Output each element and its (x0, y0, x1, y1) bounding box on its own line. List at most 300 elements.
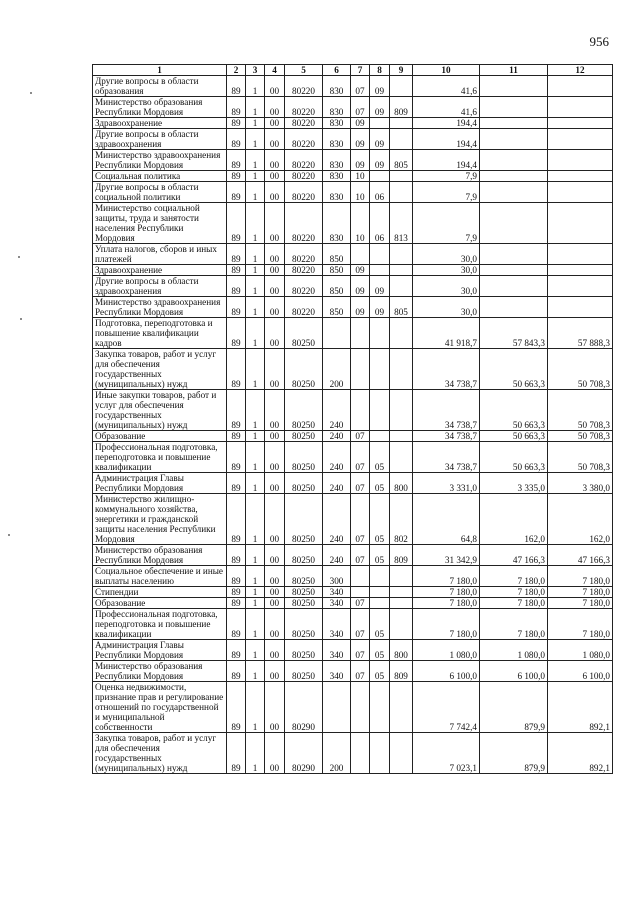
row-name: Другие вопросы в области социальной политики (93, 182, 227, 203)
row-code-5: 80220 (285, 97, 323, 118)
row-value-10: 34 738,7 (413, 390, 480, 431)
row-value-11: 1 080,0 (480, 640, 548, 661)
table-row (93, 349, 613, 390)
row-code-8 (370, 118, 390, 129)
row-code-6: 240 (323, 545, 351, 566)
row-code-8 (370, 318, 390, 349)
row-value-12: 47 166,3 (548, 545, 613, 566)
row-code-9 (390, 609, 413, 640)
column-header-1: 1 (93, 65, 227, 76)
row-value-10: 7 742,4 (413, 682, 480, 733)
row-code-8: 05 (370, 640, 390, 661)
row-code-7: 09 (351, 297, 370, 318)
table-row (93, 97, 613, 118)
row-code-5: 80220 (285, 129, 323, 150)
row-name: Подготовка, переподготовка и повышение квалификации кадров (93, 318, 227, 349)
row-code-3: 1 (246, 682, 265, 733)
row-code-9 (390, 129, 413, 150)
row-code-8 (370, 682, 390, 733)
row-code-3: 1 (246, 473, 265, 494)
row-code-6: 830 (323, 97, 351, 118)
row-code-4: 00 (265, 150, 285, 171)
row-code-4: 00 (265, 297, 285, 318)
row-code-7: 07 (351, 661, 370, 682)
row-name: Оценка недвижимости, признание прав и регулирование отношений по государственной и муниципальной собственности (93, 682, 227, 733)
row-code-8: 09 (370, 276, 390, 297)
row-code-8 (370, 265, 390, 276)
row-code-5: 80250 (285, 661, 323, 682)
row-code-7: 09 (351, 265, 370, 276)
page-number: 956 (589, 34, 609, 49)
row-name: Профессиональная подготовка, переподготовка и повышение квалификации (93, 442, 227, 473)
row-code-7 (351, 349, 370, 390)
table-row (93, 640, 613, 661)
row-code-9 (390, 318, 413, 349)
row-code-6: 850 (323, 276, 351, 297)
row-value-11: 7 180,0 (480, 598, 548, 609)
row-code-9: 809 (390, 545, 413, 566)
row-code-7: 10 (351, 182, 370, 203)
row-value-11 (480, 129, 548, 150)
row-code-5: 80250 (285, 609, 323, 640)
row-code-6: 830 (323, 118, 351, 129)
row-code-8: 05 (370, 609, 390, 640)
row-name: Уплата налогов, сборов и иных платежей (93, 244, 227, 265)
row-code-3: 1 (246, 97, 265, 118)
table-row (93, 473, 613, 494)
row-code-3: 1 (246, 494, 265, 545)
row-name: Администрация Главы Республики Мордовия (93, 473, 227, 494)
row-value-10: 41,6 (413, 76, 480, 97)
row-code-8: 05 (370, 545, 390, 566)
row-code-7: 07 (351, 76, 370, 97)
row-code-2: 89 (227, 473, 246, 494)
row-value-10: 41 918,7 (413, 318, 480, 349)
row-code-4: 00 (265, 76, 285, 97)
row-code-7: 09 (351, 118, 370, 129)
row-code-3: 1 (246, 431, 265, 442)
row-value-12 (548, 182, 613, 203)
row-code-7: 07 (351, 598, 370, 609)
row-value-12 (548, 297, 613, 318)
table-row (93, 390, 613, 431)
row-code-3: 1 (246, 318, 265, 349)
row-code-2: 89 (227, 587, 246, 598)
row-code-3: 1 (246, 349, 265, 390)
row-value-10: 194,4 (413, 150, 480, 171)
row-code-2: 89 (227, 118, 246, 129)
row-code-3: 1 (246, 566, 265, 587)
row-value-10: 30,0 (413, 297, 480, 318)
column-header-9: 9 (390, 65, 413, 76)
row-code-7: 09 (351, 276, 370, 297)
row-value-10: 7,9 (413, 203, 480, 244)
row-code-3: 1 (246, 150, 265, 171)
table-row (93, 129, 613, 150)
row-value-10: 194,4 (413, 129, 480, 150)
row-value-10: 7 180,0 (413, 587, 480, 598)
row-code-3: 1 (246, 598, 265, 609)
row-value-11 (480, 244, 548, 265)
row-name: Образование (93, 431, 227, 442)
row-code-3: 1 (246, 640, 265, 661)
table-row (93, 150, 613, 171)
row-code-7: 07 (351, 609, 370, 640)
column-header-11: 11 (480, 65, 548, 76)
row-code-5: 80220 (285, 203, 323, 244)
row-code-2: 89 (227, 171, 246, 182)
row-code-9 (390, 276, 413, 297)
row-code-8 (370, 349, 390, 390)
row-code-2: 89 (227, 494, 246, 545)
row-value-12: 57 888,3 (548, 318, 613, 349)
row-code-8: 05 (370, 661, 390, 682)
row-code-7: 09 (351, 150, 370, 171)
row-value-12 (548, 129, 613, 150)
row-value-10: 7,9 (413, 171, 480, 182)
row-code-4: 00 (265, 682, 285, 733)
row-code-2: 89 (227, 640, 246, 661)
row-value-12: 7 180,0 (548, 587, 613, 598)
row-code-5: 80220 (285, 76, 323, 97)
column-header-8: 8 (370, 65, 390, 76)
row-code-8 (370, 390, 390, 431)
row-code-5: 80250 (285, 494, 323, 545)
row-name: Закупка товаров, работ и услуг для обеспечения государственных (муниципальных) нужд (93, 349, 227, 390)
table-row (93, 276, 613, 297)
column-header-12: 12 (548, 65, 613, 76)
table-row (93, 598, 613, 609)
row-code-6: 340 (323, 587, 351, 598)
row-value-12: 162,0 (548, 494, 613, 545)
row-code-4: 00 (265, 587, 285, 598)
row-code-4: 00 (265, 349, 285, 390)
row-code-5: 80290 (285, 733, 323, 774)
row-value-11 (480, 150, 548, 171)
row-code-4: 00 (265, 171, 285, 182)
row-code-2: 89 (227, 129, 246, 150)
row-code-8 (370, 733, 390, 774)
row-code-6: 830 (323, 171, 351, 182)
row-value-12: 892,1 (548, 682, 613, 733)
row-code-4: 00 (265, 566, 285, 587)
table-row (93, 76, 613, 97)
row-code-6: 240 (323, 442, 351, 473)
row-value-11: 7 180,0 (480, 587, 548, 598)
row-code-9 (390, 682, 413, 733)
row-code-5: 80220 (285, 297, 323, 318)
scan-dot (20, 318, 22, 320)
row-value-12 (548, 244, 613, 265)
row-code-4: 00 (265, 97, 285, 118)
row-code-4: 00 (265, 129, 285, 150)
row-value-11: 50 663,3 (480, 442, 548, 473)
row-code-8: 09 (370, 150, 390, 171)
row-name: Министерство образования Республики Мордовия (93, 97, 227, 118)
column-header-3: 3 (246, 65, 265, 76)
table-row (93, 733, 613, 774)
row-code-3: 1 (246, 118, 265, 129)
row-code-2: 89 (227, 203, 246, 244)
row-code-7 (351, 733, 370, 774)
scan-dot (8, 534, 10, 536)
row-code-9 (390, 566, 413, 587)
row-code-6: 340 (323, 609, 351, 640)
row-code-9 (390, 76, 413, 97)
row-value-12: 50 708,3 (548, 442, 613, 473)
row-code-4: 00 (265, 276, 285, 297)
row-name: Закупка товаров, работ и услуг для обеспечения государственных (муниципальных) нужд (93, 733, 227, 774)
row-code-7: 10 (351, 171, 370, 182)
table-row (93, 609, 613, 640)
row-code-5: 80220 (285, 171, 323, 182)
row-code-2: 89 (227, 318, 246, 349)
row-value-11: 6 100,0 (480, 661, 548, 682)
row-code-2: 89 (227, 566, 246, 587)
row-value-12: 50 708,3 (548, 349, 613, 390)
row-code-3: 1 (246, 129, 265, 150)
row-code-6 (323, 682, 351, 733)
row-value-11: 162,0 (480, 494, 548, 545)
row-code-9 (390, 431, 413, 442)
row-code-3: 1 (246, 442, 265, 473)
row-code-7: 07 (351, 494, 370, 545)
row-name: Министерство здравоохранения Республики Мордовия (93, 297, 227, 318)
row-code-2: 89 (227, 431, 246, 442)
row-name: Социальное обеспечение и иные выплаты населению (93, 566, 227, 587)
row-value-12: 50 708,3 (548, 431, 613, 442)
row-code-6: 200 (323, 733, 351, 774)
row-code-6: 830 (323, 203, 351, 244)
row-value-10: 30,0 (413, 265, 480, 276)
row-value-11 (480, 118, 548, 129)
row-code-8: 05 (370, 442, 390, 473)
row-code-3: 1 (246, 76, 265, 97)
row-code-6: 340 (323, 661, 351, 682)
row-value-11: 50 663,3 (480, 390, 548, 431)
row-code-3: 1 (246, 203, 265, 244)
row-value-11 (480, 182, 548, 203)
row-value-10: 1 080,0 (413, 640, 480, 661)
row-code-3: 1 (246, 733, 265, 774)
row-code-9 (390, 587, 413, 598)
row-value-10: 7 023,1 (413, 733, 480, 774)
row-code-2: 89 (227, 297, 246, 318)
row-code-7 (351, 566, 370, 587)
row-code-5: 80250 (285, 473, 323, 494)
row-code-4: 00 (265, 598, 285, 609)
row-code-8: 05 (370, 473, 390, 494)
table-row (93, 682, 613, 733)
row-code-7 (351, 682, 370, 733)
row-code-5: 80220 (285, 118, 323, 129)
row-code-6: 830 (323, 76, 351, 97)
row-value-12: 1 080,0 (548, 640, 613, 661)
row-name: Министерство здравоохранения Республики Мордовия (93, 150, 227, 171)
row-code-5: 80250 (285, 442, 323, 473)
table-row (93, 431, 613, 442)
row-code-3: 1 (246, 297, 265, 318)
column-header-6: 6 (323, 65, 351, 76)
row-name: Министерство образования Республики Мордовия (93, 661, 227, 682)
row-code-5: 80250 (285, 390, 323, 431)
row-value-10: 30,0 (413, 276, 480, 297)
row-code-5: 80250 (285, 640, 323, 661)
row-value-11 (480, 97, 548, 118)
row-code-4: 00 (265, 182, 285, 203)
row-code-5: 80250 (285, 566, 323, 587)
row-code-7: 07 (351, 431, 370, 442)
row-name: Другие вопросы в области здравоохранения (93, 276, 227, 297)
row-value-12: 6 100,0 (548, 661, 613, 682)
row-code-4: 00 (265, 390, 285, 431)
row-name: Здравоохранение (93, 118, 227, 129)
table-row (93, 494, 613, 545)
row-code-2: 89 (227, 265, 246, 276)
row-code-8: 09 (370, 297, 390, 318)
row-code-6: 240 (323, 431, 351, 442)
row-code-8: 06 (370, 182, 390, 203)
row-name: Министерство образования Республики Мордовия (93, 545, 227, 566)
row-value-11 (480, 297, 548, 318)
row-name: Профессиональная подготовка, переподготовка и повышение квалификации (93, 609, 227, 640)
row-code-2: 89 (227, 682, 246, 733)
row-code-4: 00 (265, 265, 285, 276)
column-header-2: 2 (227, 65, 246, 76)
row-value-12 (548, 171, 613, 182)
row-code-3: 1 (246, 587, 265, 598)
row-value-12 (548, 118, 613, 129)
row-code-4: 00 (265, 640, 285, 661)
row-name: Социальная политика (93, 171, 227, 182)
row-value-12: 892,1 (548, 733, 613, 774)
table-row (93, 244, 613, 265)
row-value-10: 7,9 (413, 182, 480, 203)
budget-table (92, 64, 613, 774)
row-code-2: 89 (227, 349, 246, 390)
table-row (93, 182, 613, 203)
row-code-3: 1 (246, 265, 265, 276)
row-code-8 (370, 244, 390, 265)
row-value-11 (480, 265, 548, 276)
row-code-8 (370, 431, 390, 442)
row-value-11: 57 843,3 (480, 318, 548, 349)
row-value-12: 3 380,0 (548, 473, 613, 494)
column-header-4: 4 (265, 65, 285, 76)
row-code-7 (351, 244, 370, 265)
row-value-10: 7 180,0 (413, 609, 480, 640)
row-value-10: 34 738,7 (413, 349, 480, 390)
row-code-5: 80220 (285, 244, 323, 265)
row-code-2: 89 (227, 390, 246, 431)
row-value-12 (548, 276, 613, 297)
scan-dot (30, 92, 32, 94)
row-code-2: 89 (227, 182, 246, 203)
row-value-10: 7 180,0 (413, 598, 480, 609)
row-code-9 (390, 390, 413, 431)
row-name: Другие вопросы в области здравоохранения (93, 129, 227, 150)
row-value-11: 50 663,3 (480, 349, 548, 390)
table-row (93, 318, 613, 349)
row-value-10: 30,0 (413, 244, 480, 265)
table-row (93, 566, 613, 587)
row-code-6: 850 (323, 297, 351, 318)
row-code-6: 340 (323, 640, 351, 661)
row-code-2: 89 (227, 244, 246, 265)
row-code-2: 89 (227, 661, 246, 682)
row-value-11: 47 166,3 (480, 545, 548, 566)
row-code-2: 89 (227, 76, 246, 97)
table-body (93, 76, 613, 774)
row-value-10: 41,6 (413, 97, 480, 118)
row-code-9 (390, 118, 413, 129)
row-value-11: 879,9 (480, 682, 548, 733)
table-row (93, 587, 613, 598)
table-row (93, 661, 613, 682)
row-code-6: 830 (323, 182, 351, 203)
row-code-9 (390, 171, 413, 182)
row-value-12: 50 708,3 (548, 390, 613, 431)
row-code-9 (390, 598, 413, 609)
row-value-10: 64,8 (413, 494, 480, 545)
table-row (93, 203, 613, 244)
row-code-6: 240 (323, 390, 351, 431)
table-row (93, 442, 613, 473)
row-code-2: 89 (227, 545, 246, 566)
row-code-4: 00 (265, 473, 285, 494)
row-code-9: 800 (390, 640, 413, 661)
row-code-5: 80220 (285, 150, 323, 171)
row-name: Стипендии (93, 587, 227, 598)
column-header-5: 5 (285, 65, 323, 76)
row-code-8: 09 (370, 97, 390, 118)
row-code-9: 805 (390, 150, 413, 171)
table-row (93, 265, 613, 276)
row-code-8: 06 (370, 203, 390, 244)
row-code-3: 1 (246, 661, 265, 682)
row-code-5: 80250 (285, 598, 323, 609)
row-code-4: 00 (265, 661, 285, 682)
row-name: Администрация Главы Республики Мордовия (93, 640, 227, 661)
row-code-7 (351, 318, 370, 349)
row-name: Иные закупки товаров, работ и услуг для обеспечения государственных (муниципальных) нужд (93, 390, 227, 431)
row-code-6: 850 (323, 244, 351, 265)
row-value-12: 7 180,0 (548, 598, 613, 609)
row-code-3: 1 (246, 609, 265, 640)
row-code-5: 80290 (285, 682, 323, 733)
row-code-7: 09 (351, 129, 370, 150)
row-code-6: 830 (323, 129, 351, 150)
row-code-8 (370, 566, 390, 587)
row-code-7: 07 (351, 97, 370, 118)
row-code-6 (323, 318, 351, 349)
row-code-4: 00 (265, 545, 285, 566)
row-code-4: 00 (265, 442, 285, 473)
row-code-4: 00 (265, 118, 285, 129)
row-code-2: 89 (227, 609, 246, 640)
row-code-9 (390, 182, 413, 203)
row-code-7 (351, 587, 370, 598)
row-name: Другие вопросы в области образования (93, 76, 227, 97)
column-header-10: 10 (413, 65, 480, 76)
row-value-10: 34 738,7 (413, 431, 480, 442)
row-value-12 (548, 265, 613, 276)
row-code-2: 89 (227, 442, 246, 473)
row-code-5: 80220 (285, 265, 323, 276)
row-value-11: 3 335,0 (480, 473, 548, 494)
column-header-7: 7 (351, 65, 370, 76)
row-value-10: 31 342,9 (413, 545, 480, 566)
